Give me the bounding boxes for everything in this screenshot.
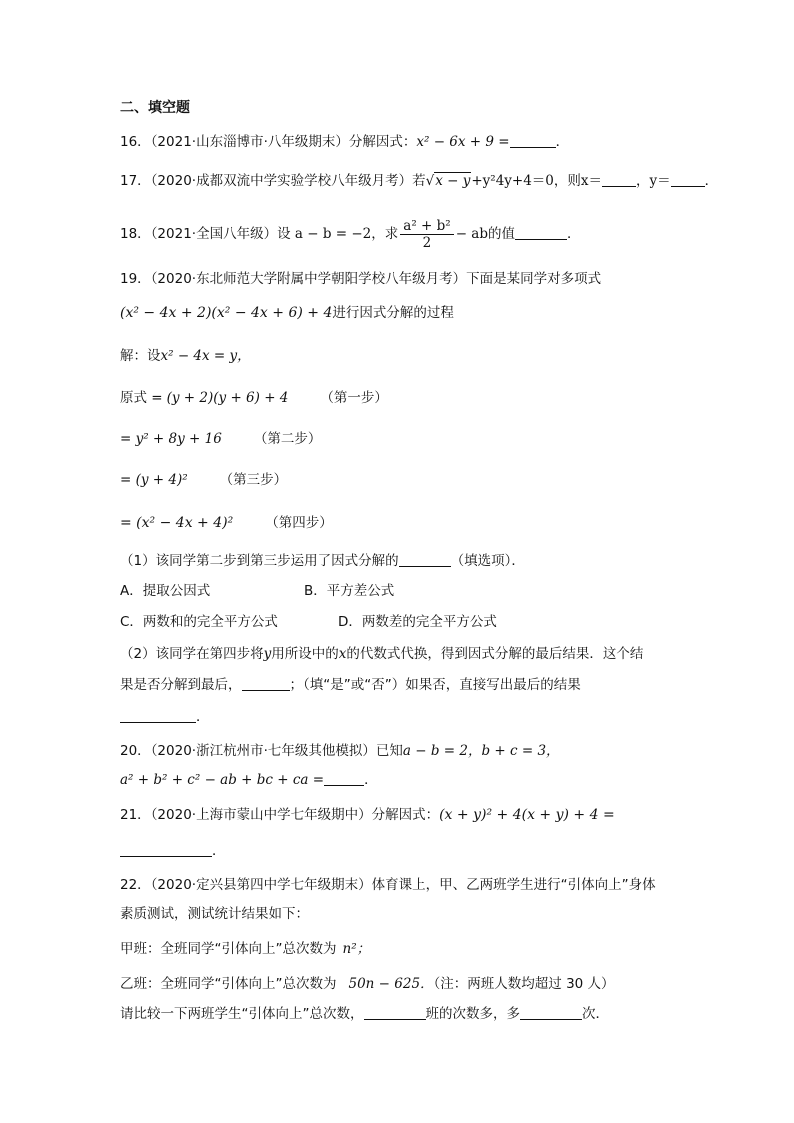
answer-blank-y[interactable] <box>671 173 705 187</box>
punctuation: ． <box>364 772 378 788</box>
question-number: 21． <box>120 807 151 823</box>
math-expression: − ab的值 <box>455 226 515 242</box>
question-text: 班的次数多，多 <box>425 1006 520 1022</box>
math-expression: +y²4y+4＝0，则x＝ <box>471 173 603 189</box>
question-22-line-2: 素质测试，测试统计结果如下： <box>120 906 309 922</box>
question-20-expr <box>120 771 378 789</box>
question-text: （填选项）． <box>450 553 525 569</box>
solution-step-2 <box>120 430 321 448</box>
question-text: 分解因式： <box>371 807 440 823</box>
question-text: 用所设中的 <box>271 646 339 662</box>
question-text: 分解因式： <box>348 134 417 150</box>
answer-blank[interactable] <box>324 772 364 786</box>
solution-intro <box>120 347 251 365</box>
answer-blank-class[interactable] <box>364 1006 426 1020</box>
math-expression: = (x² − 4x + 4)² <box>120 515 234 531</box>
answer-blank[interactable] <box>399 553 451 567</box>
options-row-1 <box>120 582 394 600</box>
question-text: （2）该同学在第四步将 <box>120 646 264 662</box>
options-row-2 <box>120 613 497 631</box>
question-source: （2020·成都双流中学实验学校八年级月考） <box>150 173 413 189</box>
subquestion-1 <box>120 552 525 570</box>
math-expression: x² − 4x = y， <box>160 348 251 364</box>
question-number: 16． <box>120 134 151 150</box>
solution-step-1 <box>120 389 388 407</box>
math-expression: = y² + 8y + 16 <box>120 431 222 447</box>
question-text: （1）该同学第二步到第三步运用了因式分解的 <box>120 553 399 569</box>
question-22-compare <box>120 1005 609 1023</box>
question-21-answer <box>120 842 226 860</box>
question-number: 22． <box>120 877 151 893</box>
question-number: 17． <box>120 173 151 189</box>
punctuation: ． <box>212 843 226 859</box>
answer-blank[interactable] <box>120 843 212 857</box>
answer-blank[interactable] <box>242 677 290 691</box>
question-19 <box>120 270 601 288</box>
sqrt-expression: √x − y <box>425 173 471 189</box>
question-text: 进行因式分解的过程 <box>332 305 454 321</box>
question-16: 16．（2021·山东淄博市·八年级期末）分解因式：x² − 6x + 9 = ． <box>120 134 570 150</box>
math-variable: x <box>338 646 347 662</box>
question-source: （2021·全国八年级） <box>150 226 278 242</box>
question-number: 19． <box>120 271 151 287</box>
question-source: （2021·山东淄博市·八年级期末） <box>150 134 349 150</box>
question-source: （2020·上海市蒙山中学七年级期中） <box>150 807 372 823</box>
option-d[interactable]: D．两数差的完全平方公式 <box>338 614 497 630</box>
math-expression: a − b = 2，b + c = 3， <box>402 743 560 759</box>
question-text: 已知 <box>375 743 403 759</box>
question-text: ；（填“是”或“否”）如果否，直接写出最后的结果 <box>289 677 581 693</box>
punctuation: ． <box>566 226 581 242</box>
answer-blank[interactable] <box>120 709 196 723</box>
option-b[interactable]: B．平方差公式 <box>304 583 395 599</box>
subquestion-2 <box>120 645 643 663</box>
math-expression: n²； <box>342 941 371 957</box>
question-text: 甲班：全班同学“引体向上”总次数为 <box>120 941 337 957</box>
step-note: （第三步） <box>219 472 288 488</box>
section-title: 二、填空题 <box>120 100 190 116</box>
question-text: 体育课上，甲、乙两班学生进行“引体向上”身体 <box>371 877 656 893</box>
math-expression: (x² − 4x + 2)(x² − 4x + 6) + 4 <box>120 305 333 321</box>
radicand: x − y <box>435 173 471 189</box>
fraction <box>400 218 453 251</box>
question-17 <box>120 172 718 190</box>
option-c[interactable]: C．两数和的完全平方公式 <box>120 614 278 630</box>
question-text: 乙班：全班同学“引体向上”总次数为 <box>120 976 337 992</box>
answer-blank[interactable] <box>515 226 567 240</box>
question-21 <box>120 806 615 824</box>
solution-label: 原式 = <box>120 390 163 406</box>
step-note: （第二步） <box>253 431 322 447</box>
question-source: （2020·定兴县第四中学七年级期末） <box>150 877 372 893</box>
math-label: ，y＝ <box>636 173 671 189</box>
question-source: （2020·浙江杭州市·七年级其他模拟） <box>150 743 376 759</box>
fraction-numerator: a² + b² <box>400 218 453 235</box>
math-variable: y <box>263 646 272 662</box>
question-22 <box>120 876 656 894</box>
question-20 <box>120 742 560 760</box>
question-source: （2020·东北师范大学附属中学朝阳学校八年级月考） <box>150 271 467 287</box>
question-text: 的代数式代换，得到因式分解的最后结果．这个结 <box>346 646 644 662</box>
class-yi <box>120 975 615 993</box>
option-a[interactable]: A．提取公因式 <box>120 583 211 599</box>
subquestion-2-line-3 <box>120 708 210 726</box>
note: （注：两班人数均超过 30 人） <box>433 976 615 992</box>
solution-step-4 <box>120 514 333 532</box>
answer-blank-count[interactable] <box>520 1006 582 1020</box>
step-note: （第一步） <box>320 390 388 406</box>
fraction-denominator: 2 <box>422 234 432 251</box>
question-text: 果是否分解到最后， <box>120 677 242 693</box>
question-text: 设 a − b = −2，求 <box>277 226 399 242</box>
math-expression: x² − 6x + 9 = <box>416 134 510 150</box>
solution-label: 解：设 <box>120 348 161 364</box>
solution-step-3 <box>120 471 287 489</box>
math-expression: = (y + 4)² <box>120 472 188 488</box>
question-18 <box>120 217 580 251</box>
math-expression: (x + y)² + 4(x + y) + 4 = <box>439 807 615 823</box>
punctuation: ． <box>196 709 210 725</box>
answer-blank-x[interactable] <box>602 173 636 187</box>
class-jia <box>120 940 370 958</box>
math-expression: a² + b² + c² − ab + bc + ca = <box>120 772 325 788</box>
step-note: （第四步） <box>265 515 333 531</box>
punctuation: ． <box>704 173 719 189</box>
math-expression: 50n − 625． <box>348 976 434 992</box>
question-text: 若 <box>412 173 426 189</box>
math-expression: (y + 2)(y + 6) + 4 <box>166 390 289 406</box>
question-number: 20． <box>120 743 151 759</box>
question-number: 18． <box>120 226 151 242</box>
question-text: 次． <box>582 1006 609 1022</box>
answer-blank[interactable] <box>510 134 556 148</box>
question-text: 下面是某同学对多项式 <box>466 271 602 287</box>
question-text: 请比较一下两班学生“引体向上”总次数， <box>120 1006 364 1022</box>
subquestion-2-line-2 <box>120 676 581 694</box>
question-19-poly <box>120 304 454 322</box>
